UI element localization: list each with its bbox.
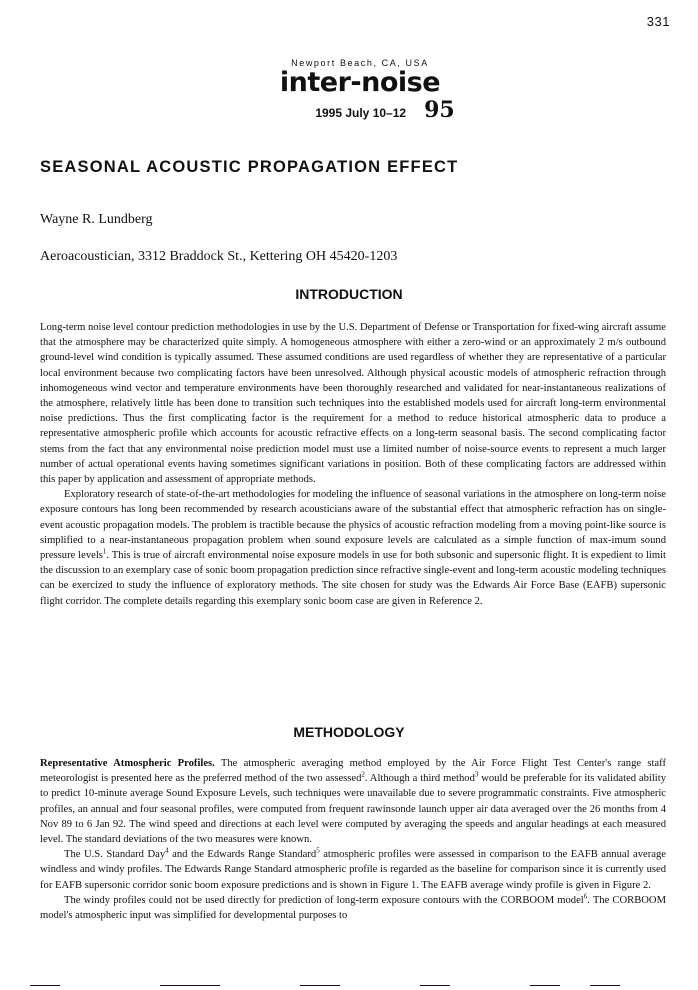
introduction-body [40, 320, 666, 609]
methodology-body [40, 756, 666, 923]
footer-rule [530, 985, 560, 986]
methodology-paragraph-1 [40, 756, 666, 847]
page-number: 331 [646, 14, 670, 29]
author-affiliation: Aeroacoustician, 3312 Braddock St., Kettering OH 45420-1203 [40, 249, 398, 264]
conference-logo: inter-noise [279, 67, 441, 98]
methodology-p1-text-c: would be preferable for its validated ability to predict 10-minute average Sound Exposure Levels, such techniques were unavailable due to severe programmatic constraints. Five atmospheric profiles, an annual and four seasonal profiles, were computed from frequent rawinsonde launch upper air data averaged over the 26 months from 4 Nov 89 to 6 Jan 92. The wind speed and directions at each level were computed by averaging the speeds and angular headings at each measured level. The standard deviations of the two measures were known. [40, 773, 666, 846]
paper-title: SEASONAL ACOUSTIC PROPAGATION EFFECT [40, 158, 459, 176]
reference-marker: 2 [361, 770, 365, 779]
conference-year: 95 [424, 97, 455, 123]
methodology-paragraph-2 [40, 847, 666, 893]
author-name: Wayne R. Lundberg [40, 212, 153, 227]
footer-rule [300, 985, 340, 986]
methodology-paragraph-3 [40, 893, 666, 923]
conference-date-row [290, 97, 480, 123]
introduction-p2-text-a: Exploratory research of state-of-the-art methodologies for modeling the influence of seasonal variations in the atmosphere on long-term noise exposure contours has long been recommended by research acousticians aware of the substantial effect that atmospheric refraction has on single-event acoustic propagation models. The problem is tractible because the physics of acoustic refraction modeling from a moving point-like source is simplified to a near-instantaneous propagation problem when sound exposure levels are calculated as a simple function of max-imum sound pressure levels [40, 489, 666, 562]
methodology-heading: METHODOLOGY [293, 724, 405, 740]
methodology-p1-text-b: . Although a third method [364, 773, 475, 785]
reference-marker: 3 [474, 770, 479, 779]
reference-marker: 4 [165, 846, 169, 855]
reference-marker: 6 [583, 892, 588, 901]
reference-marker: 5 [316, 846, 320, 855]
introduction-paragraph-2 [40, 487, 666, 609]
footer-rule [30, 985, 60, 986]
reference-marker: 1 [102, 547, 107, 556]
conference-dates: 1995 July 10–12 [315, 106, 407, 120]
methodology-p2-text-a: The U.S. Standard Day [64, 849, 166, 861]
introduction-heading: INTRODUCTION [295, 286, 403, 302]
footer-rule [160, 985, 220, 986]
methodology-p3-text-b: . The CORBOOM model's atmospheric input was simplified for developmental purposes to [40, 894, 666, 922]
introduction-paragraph-1: Long-term noise level contour prediction methodologies in use by the U.S. Department of Defense or Transportation for fixed-wing aircraft assume that the atmosphere may be characterized quite simply. A homogeneous atmosphere with either a zero-wind or an approximately 2 m/s outbound ground-level wind condition is typically assumed. These assumed conditions are used regardless of whether they are representative of a particular local environment because two complicating factors have been unresolved. Although physical acoustic models of atmospheric refraction through inhomogeneous wind vector and temperature environments have been thoroughly researched and validated for near-instantaneous realizations of the atmosphere, relatively little has been done to transition such techniques into the established models used for aircraft long-term environmental noise predictions. Thus the first complicating factor is the requirement for a method to reduce historical atmospheric data to produce a representative atmospheric profile which accounts for acoustic refractive effects on a long-term seasonal basis. The second complicating factor stems from the fact that any environmental noise prediction model must use a limited number of noise-source events to represent a much larger number of actual operational events having sometimes significant variations in position. Both of these complicating factors are addressed within this paper by application and assessment of appropriate methods. [40, 322, 666, 486]
run-in-heading: Representative Atmospheric Profiles. [40, 758, 215, 769]
footer-rule [420, 985, 450, 986]
footer-rule [590, 985, 620, 986]
conference-place: Newport Beach, CA, USA [291, 58, 429, 68]
methodology-p2-text-b: and the Edwards Range Standard [168, 849, 317, 861]
conference-logo-block [240, 58, 480, 123]
methodology-p2-text-c: atmospheric profiles were assessed in comparison to the EAFB annual average windless and windy profiles. The Edwards Range Standard atmospheric profile is regarded as the baseline for comparison since it is currently used for EAFB supersonic corridor sonic boom exposure predictions and is shown in Figure 1. The EAFB average windy profile is given in Figure 2. [40, 849, 666, 891]
methodology-p3-text-a: The windy profiles could not be used directly for prediction of long-term exposure contours with the CORBOOM model [64, 894, 584, 906]
introduction-p2-text-b: . This is true of aircraft environmental noise exposure models in use for both subsonic and supersonic flight. It is expedient to limit the discussion to an exemplary case of sonic boom propagation prediction since refractive single-event and long-term acoustic modeling techniques can be exercized to study the influence of exploratory methods. The site chosen for study was the Edwards Air Force Base (EAFB) supersonic flight corridor. The complete details regarding this exemplary sonic boom case are given in Reference 2. [40, 550, 667, 607]
methodology-p1-text-a: The atmospheric averaging method employed by the Air Force Flight Test Center's range staff meteorologist is presented here as the preferred method of the two assessed [40, 758, 666, 785]
